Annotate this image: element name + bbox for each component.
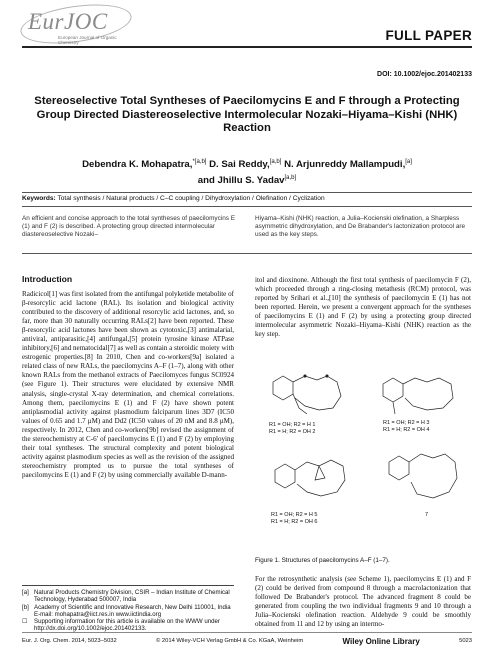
journal-logo-subtitle: European Journal of Organic Chemistry <box>58 35 117 45</box>
abstract-right: Hiyama–Kishi (NHK) reaction, a Julia–Kocienski olefination, a Sharpless asymmetric dihydroxylation, and De Brabander's lactonization protocol are used as the key steps. <box>255 215 466 239</box>
footnote-text[interactable]: Supporting information for this article is available on the WWW under http://dx.doi.org/10.1002/ejoc.201402133. <box>34 618 220 633</box>
structure-label-1: R1 = OH; R2 = H 1 <box>269 422 316 428</box>
author-name: and Jhillu S. Yadav <box>197 174 285 186</box>
intro-paragraph-right-bottom: For the retrosynthetic analysis (see Scheme 1), paecilomycins E (1) and F (2) could be derived from compound 8 through a macrolactonization that followed De Brabander's protocol. The advanced fragment 8 could be generated from coupling the two individual fragments 9 and 10 through a Julia–Kocienski olefination reaction. Aldehyde 9 could be smoothly obtained from 11 and 12 by using an intermo- <box>255 575 471 629</box>
author-affil: [a,b] <box>284 174 297 181</box>
structure-label-3: R1 = OH; R2 = H 3 <box>383 420 430 426</box>
keywords-text: Total synthesis / Natural products / C–C coupling / Dihydroxylation / Olefination / Cyclization <box>57 195 325 202</box>
author-name: Debendra K. Mohapatra, <box>82 159 193 171</box>
intro-paragraph-right-top: itol and dioxinone. Although the first total synthesis of paecilomycin F (2), which proceeded through a ring-closing metathesis (RCM) protocol, was reported by Srihari et al.,[10] the synthesis of paecilomycin E (1) has not been reported. Herein, we present a convergent approach for the syntheses of paecilomycins E (1) and F (2) by using a protecting group directed intermolecular asymmetric Nozaki–Hiyama–Kishi (NHK) reaction as the key step. <box>255 276 471 339</box>
article-title: Stereoselective Total Syntheses of Paecilomycins E and F through a Protecting Group Directed Diastereoselective Intermolecular Nozaki–Hiyama–Kishi (NHK) Reaction <box>34 95 460 134</box>
structure-label-4: R1 = H; R2 = OH 4 <box>383 427 430 433</box>
structure-label-6: R1 = H; R2 = OH 6 <box>271 519 318 525</box>
abstract-rule <box>22 253 472 254</box>
footnote-text: Natural Products Chemistry Division, CSIR – Indian Institute of Chemical Technology, Hyderabad 500007, India <box>34 589 230 604</box>
keywords-label: Keywords: <box>22 195 56 202</box>
wiley-online-library-logo[interactable]: Wiley Online Library <box>342 636 420 646</box>
header-rule <box>22 46 472 48</box>
author-affil: *[a,b] <box>192 159 207 165</box>
footnote-item <box>22 618 234 633</box>
keywords-rule-top <box>22 192 472 193</box>
intro-paragraph-left: Radicicol[1] was first isolated from the antifungal polyketide metabolite of β-resorcylic acid lactone (RAL). Its isolation and biological activity contributed to the discovery of additional resorcylic acid lactones, and, so far, more than 30 naturally occurring RALs[2] have been reported. These β-resorcylic acid lactones have been shown as cytotoxic,[3] antimalarial, antiviral, antiparasitic,[4] antifungal,[5] protein tyrosine kinase ATPase inhibitory,[6] and nematocidal[7] as well as contain a steroidic moiety with estrogenic properties.[8] In 2010, Chen and co-workers[9a] isolated a related class of new RALs, the paecilomycins A–F (1–7), along with other known RALs from the methanol extracts of Paecilomyces fungus SC0924 (see Figure 1). Their structures were elucidated by extensive NMR analysis, single-crystal X-ray determination, and chemical correlations. Among them, paecilomycins E (1) and F (2) have shown potent antiplasmodial activity against plasmodium falciparum lines 3D7 (IC50 values of 0.65 and 1.7 μM) and Dd2 (IC50 values of 20 nM and 8.8 μM), respectively. In 2012, Chen and co-workers[9b] revised the assignment of the stereochemistry at C-6′ of paecilomycins E (1) and F (2) by employing their total syntheses. The structural complexity and potent biological activity against plasmodium species as well as the revision of the assigned stereochemistry prompted us to pursue the total syntheses of paecilomycins E (1) and F (2) by using commercially available D-mann- <box>22 290 234 479</box>
footnote-rule <box>22 585 234 586</box>
author-name: N. Arjunreddy Mallampudi, <box>281 159 406 171</box>
author-list <box>40 156 454 187</box>
footnote-mark: [a] <box>22 589 29 596</box>
footnote-text: Academy of Scientific and Innovative Research, New Delhi 110001, India E-mail: mohapatra@iict.res.in www.iictindia.org <box>34 603 231 618</box>
keywords <box>22 195 472 202</box>
section-heading-introduction: Introduction <box>22 274 73 284</box>
supporting-info-icon: ☐ <box>22 618 28 626</box>
page-number: 5023 <box>459 638 472 644</box>
journal-logo: EurJOC <box>28 9 108 34</box>
abstract-left: An efficient and concise approach to the total syntheses of paecilomycins E (1) and F (2) is described. A protecting group directed intermolecular diastereoselective Nozaki– <box>22 215 236 239</box>
author-name: D. Sai Reddy, <box>206 159 270 171</box>
structure-label-5: R1 = OH; R2 = H 5 <box>271 512 318 518</box>
structure-label-2: R1 = H; R2 = OH 2 <box>269 429 316 435</box>
footnote-item <box>22 589 234 604</box>
structure-7 <box>389 454 457 498</box>
page-footer <box>22 634 472 648</box>
figure-caption: Figure 1. Structures of paecilomycins A–F (1–7). <box>255 557 390 564</box>
structure-3-4 <box>383 378 453 414</box>
author-affil: [a] <box>405 159 412 165</box>
keywords-rule-bottom <box>22 206 472 207</box>
structure-5-6 <box>275 460 345 496</box>
structure-1-2 <box>273 375 341 414</box>
doi[interactable]: DOI: 10.1002/ejoc.201402133 <box>377 71 472 78</box>
figure-1-structures <box>255 362 471 552</box>
footer-rule <box>22 632 472 633</box>
footnotes <box>22 589 234 633</box>
structure-label-7: 7 <box>425 512 429 518</box>
footnote-item <box>22 604 234 619</box>
section-label: FULL PAPER <box>385 28 472 43</box>
footnote-mark: [b] <box>22 603 29 611</box>
footer-citation: Eur. J. Org. Chem. 2014, 5023–5032 <box>22 638 117 644</box>
author-affil: [a,b] <box>269 159 282 165</box>
footer-copyright: © 2014 Wiley-VCH Verlag GmbH & Co. KGaA, Weinheim <box>156 638 304 644</box>
